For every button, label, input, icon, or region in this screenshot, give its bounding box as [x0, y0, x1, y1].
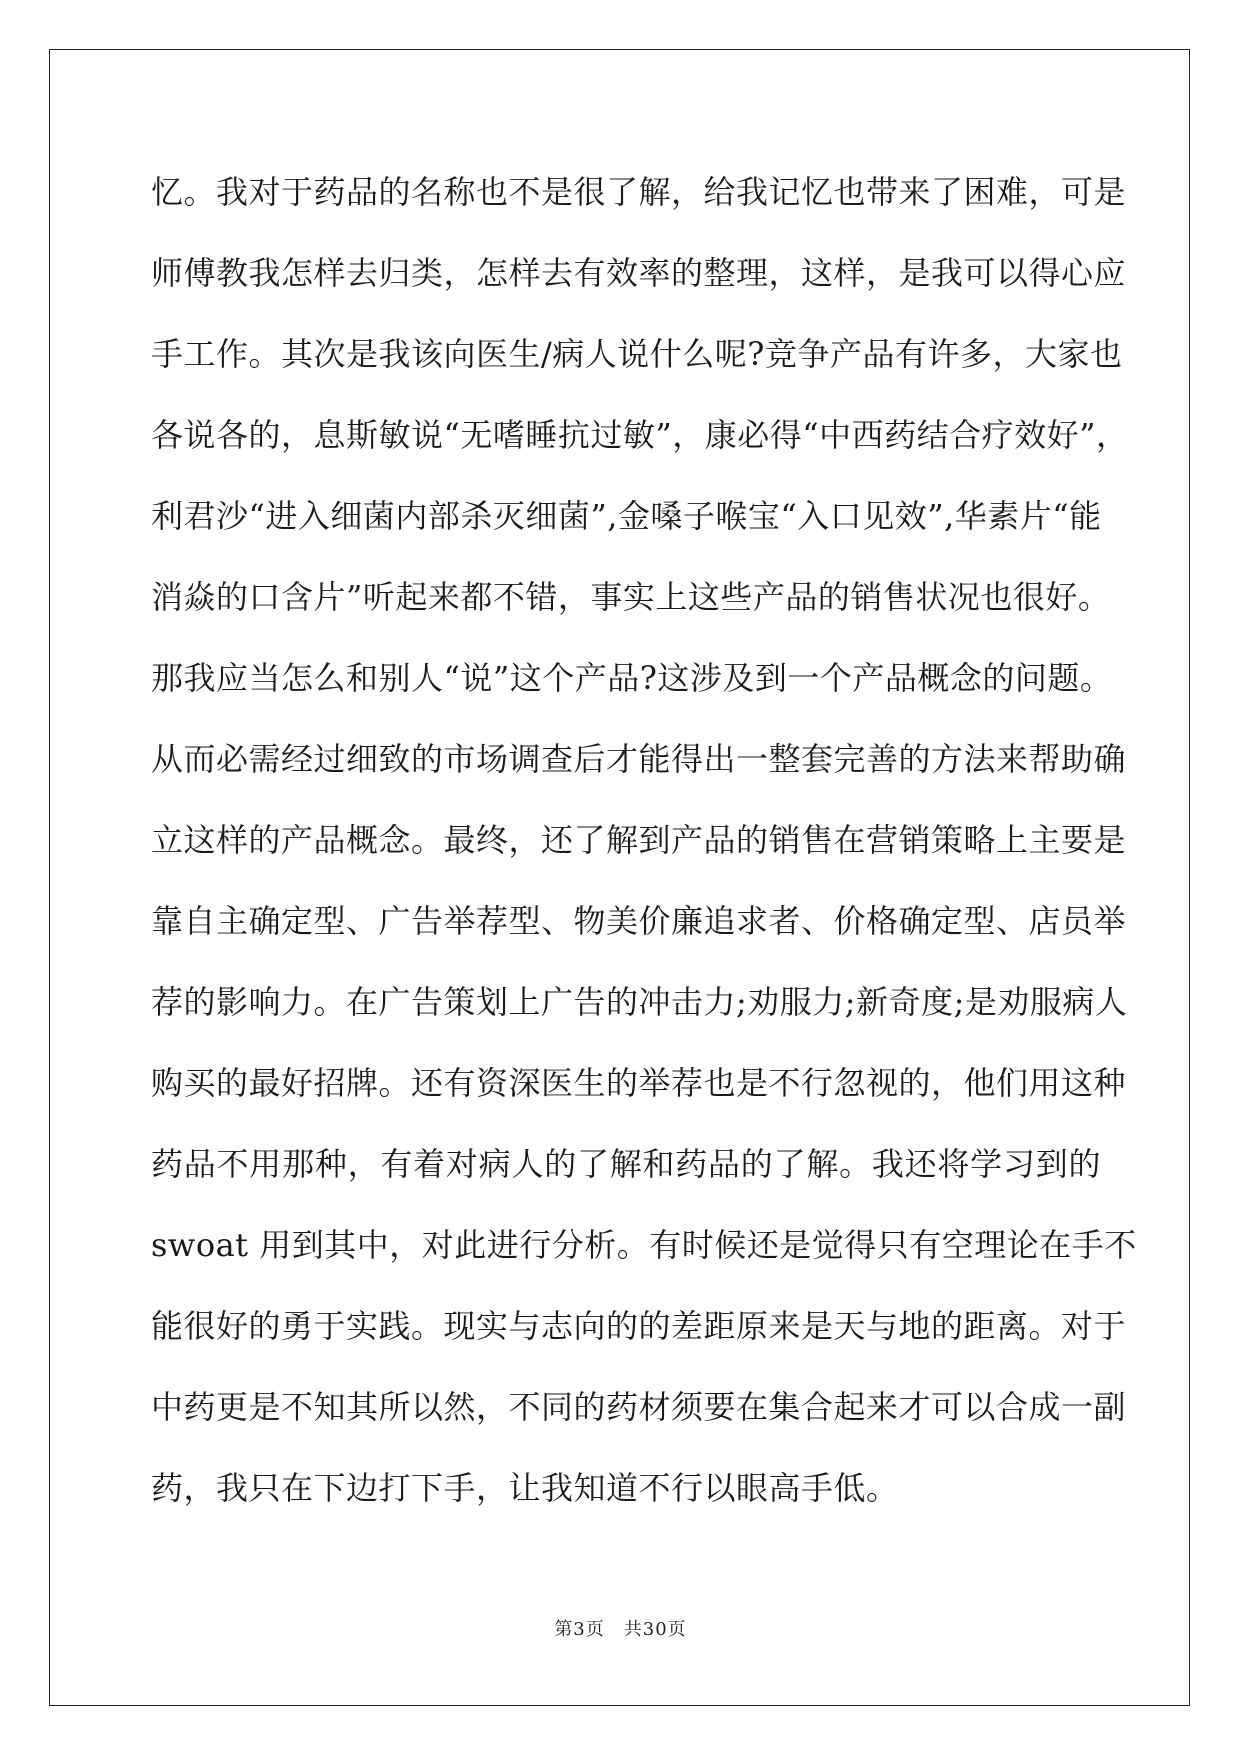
text-line-last: 药，我只在下边打下手，让我知道不行以眼高手低。 [151, 1469, 899, 1507]
text-line: 中药更是不知其所以然，不同的药材须要在集合起来才可以合成一副 [151, 1388, 1127, 1426]
text-line: 忆。我对于药品的名称也不是很了解，给我记忆也带来了困难，可是 [151, 173, 1127, 211]
text-line: 利君沙“进入细菌内部杀灭细菌”,金嗓子喉宝“入口见效”,华素片“能 [151, 497, 1102, 535]
text-line: 师傅教我怎样去归类，怎样去有效率的整理，这样，是我可以得心应 [151, 254, 1127, 292]
text-line: 从而必需经过细致的市场调查后才能得出一整套完善的方法来帮助确 [151, 740, 1127, 778]
text-line: 荐的影响力。在广告策划上广告的冲击力;劝服力;新奇度;是劝服病人 [151, 983, 1128, 1021]
document-body [151, 152, 1137, 1529]
text-line: 能很好的勇于实践。现实与志向的的差距原来是天与地的距离。对于 [151, 1307, 1127, 1345]
text-line: swoat 用到其中，对此进行分析。有时候还是觉得只有空理论在手不 [151, 1226, 1137, 1264]
text-line: 各说各的，息斯敏说“无嗜睡抗过敏”，康必得“中西药结合疗效好”， [151, 416, 1129, 454]
text-line: 靠自主确定型、广告举荐型、物美价廉追求者、价格确定型、店员举 [151, 902, 1127, 940]
text-line: 手工作。其次是我该向医生/病人说什么呢?竞争产品有许多，大家也 [151, 335, 1123, 373]
text-line: 立这样的产品概念。最终，还了解到产品的销售在营销策略上主要是 [151, 821, 1127, 859]
text-line: 那我应当怎么和别人“说”这个产品?这涉及到一个产品概念的问题。 [151, 659, 1113, 697]
text-line: 消焱的口含片”听起来都不错，事实上这些产品的销售状况也很好。 [151, 578, 1111, 616]
page-number-footer: 第3页 共30页 [554, 1619, 687, 1640]
text-line: 药品不用那种，有着对病人的了解和药品的了解。我还将学习到的 [151, 1145, 1101, 1183]
text-line: 购买的最好招牌。还有资深医生的举荐也是不行忽视的，他们用这种 [151, 1064, 1127, 1102]
